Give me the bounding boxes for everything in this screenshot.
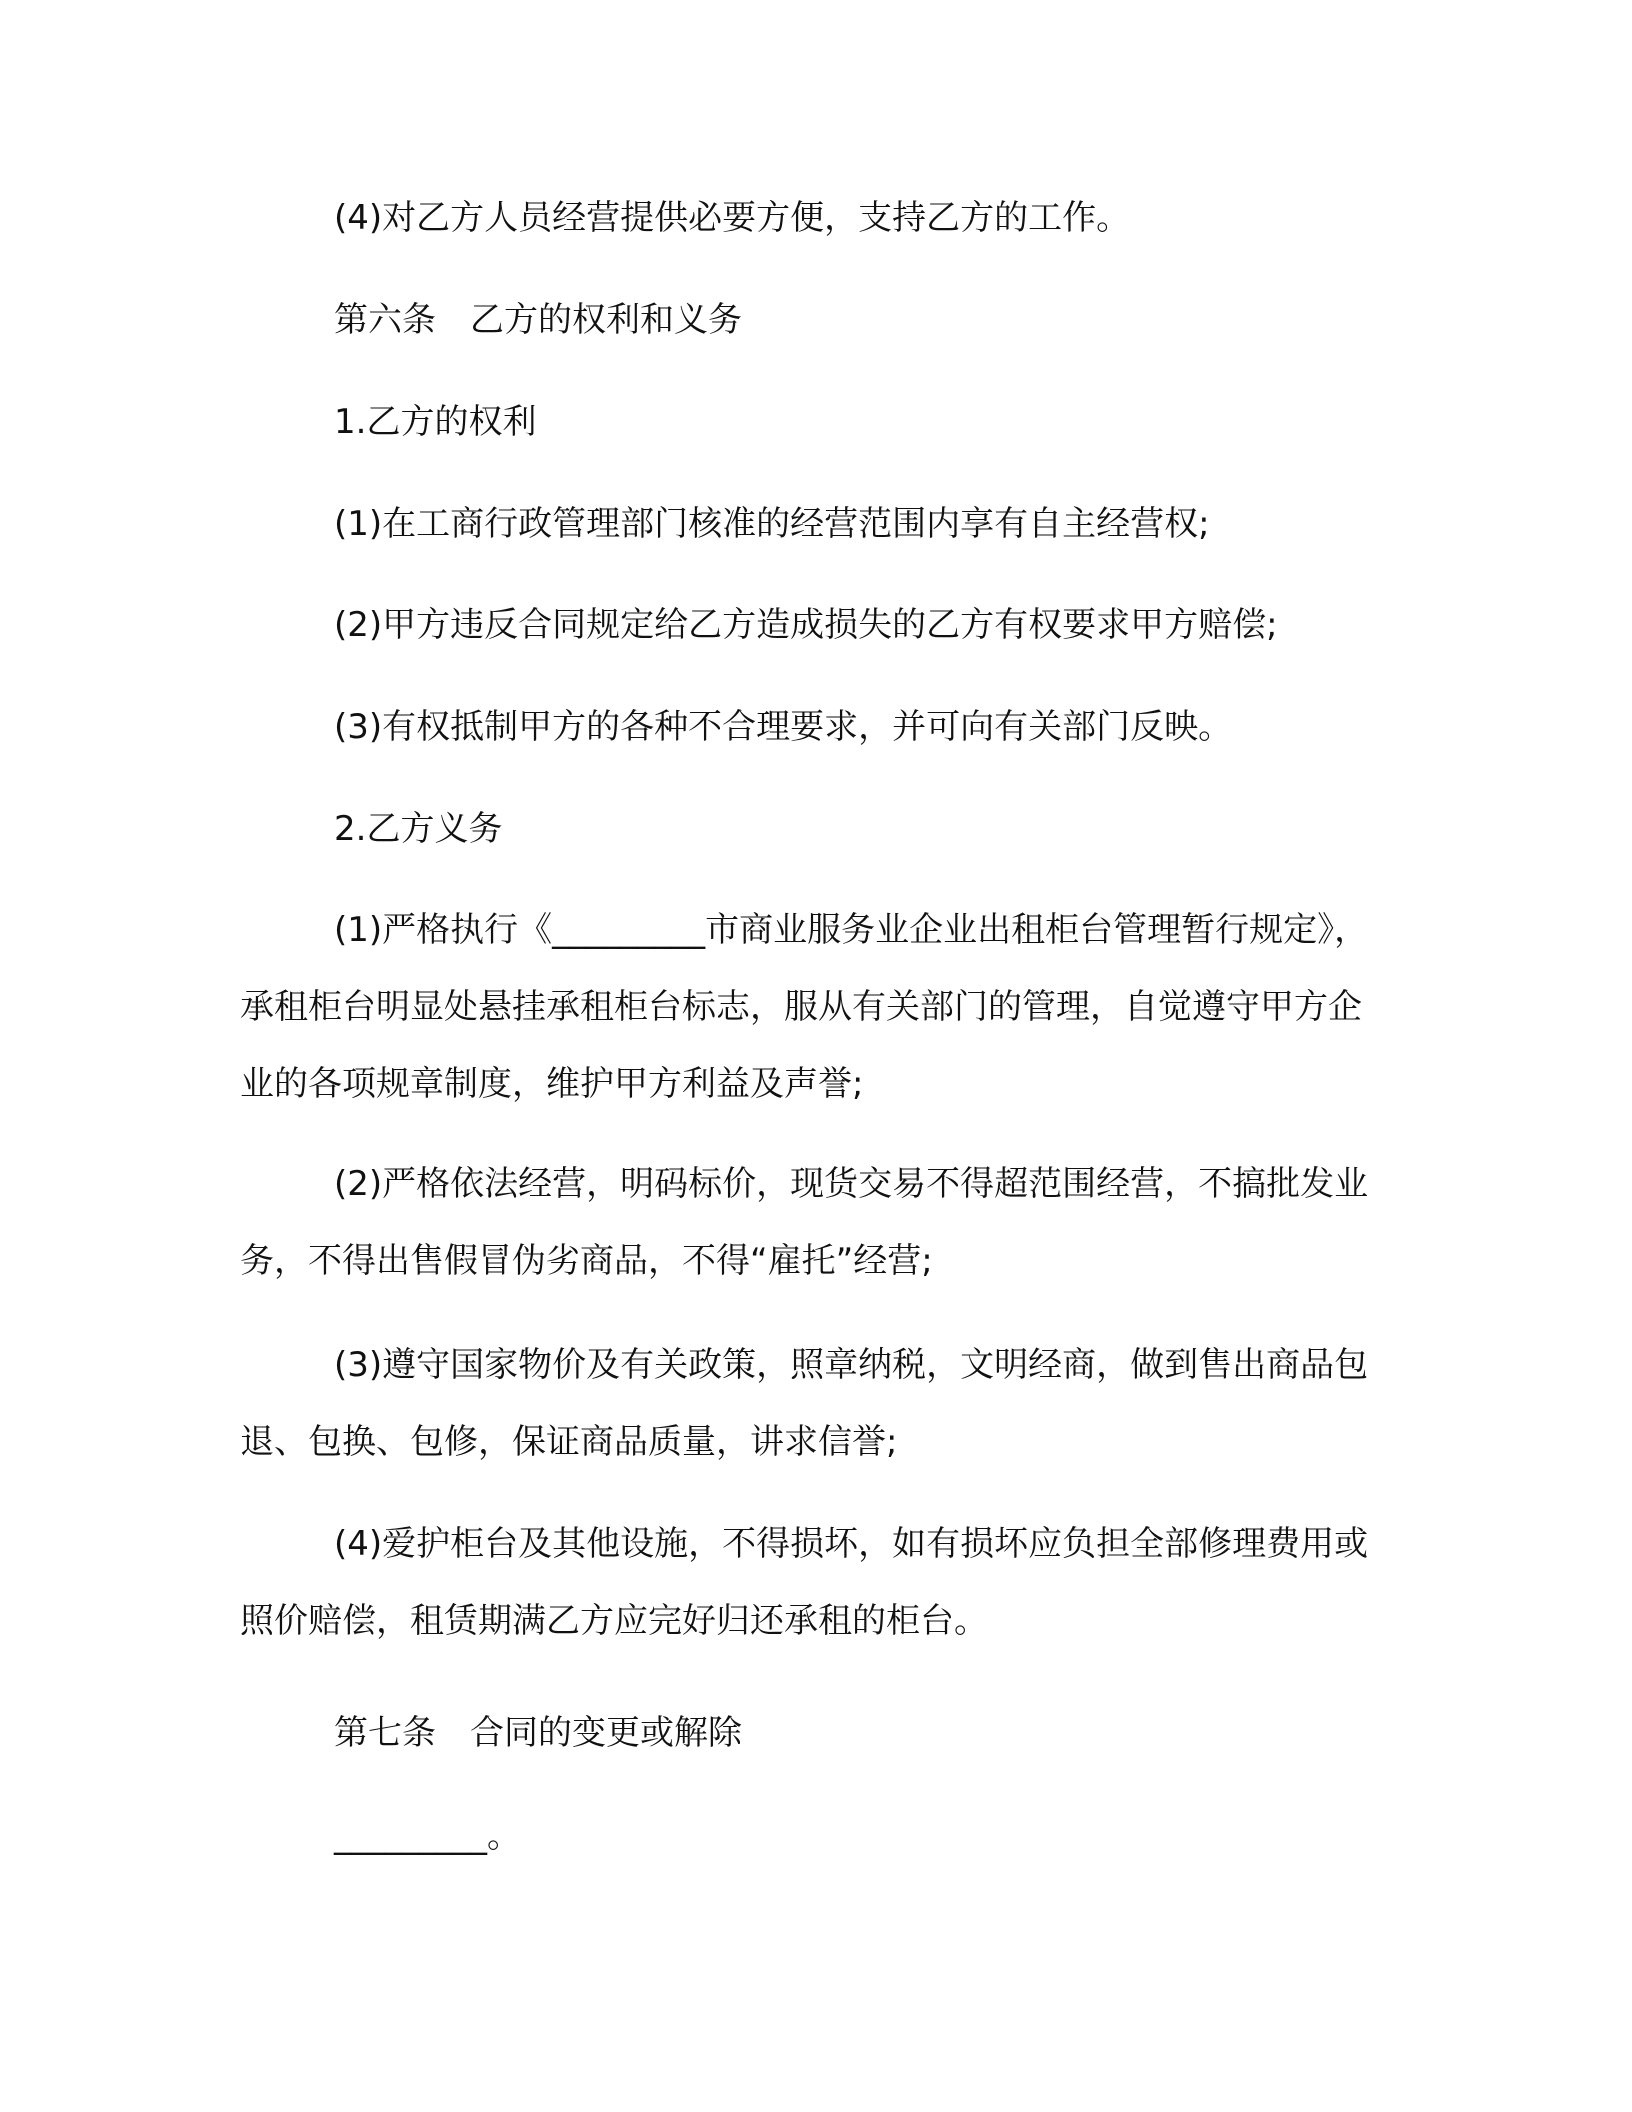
rights-item-1: (1)在工商行政管理部门核准的经营范围内享有自主经营权; [334, 504, 1210, 544]
duties-item-2: (2)严格依法经营，明码标价，现货交易不得超范围经营，不搞批发业务，不得出售假冒伪劣商品，不得“雇托”经营; [240, 1164, 1369, 1281]
section-rights-heading: 1.乙方的权利 [334, 402, 537, 442]
rights-item-2: (2)甲方违反合同规定给乙方造成损失的乙方有权要求甲方赔偿; [334, 605, 1278, 645]
section-duties-heading: 2.乙方义务 [334, 809, 503, 849]
clause-line-1: (4)对乙方人员经营提供必要方便，支持乙方的工作。 [334, 198, 1131, 238]
duties-item-3: (3)遵守国家物价及有关政策，照章纳税，文明经商，做到售出商品包退、包换、包修，保证商品质量，讲求信誉; [240, 1345, 1369, 1462]
blank-fill-line: _________。 [334, 1816, 521, 1856]
duties-item-4: (4)爱护柜台及其他设施，不得损坏，如有损坏应负担全部修理费用或照价赔偿，租赁期满乙方应完好归还承租的柜台。 [240, 1524, 1369, 1641]
article-7-heading: 第七条 合同的变更或解除 [334, 1713, 742, 1753]
duties-item-1: (1)严格执行《_________市商业服务业企业出租柜台管理暂行规定》，承租柜台明显处悬挂承租柜台标志，服从有关部门的管理，自觉遵守甲方企业的各项规章制度，维护甲方利益及声誉; [240, 910, 1369, 1104]
rights-item-3: (3)有权抵制甲方的各种不合理要求，并可向有关部门反映。 [334, 707, 1233, 747]
article-6-heading: 第六条 乙方的权利和义务 [334, 300, 742, 340]
